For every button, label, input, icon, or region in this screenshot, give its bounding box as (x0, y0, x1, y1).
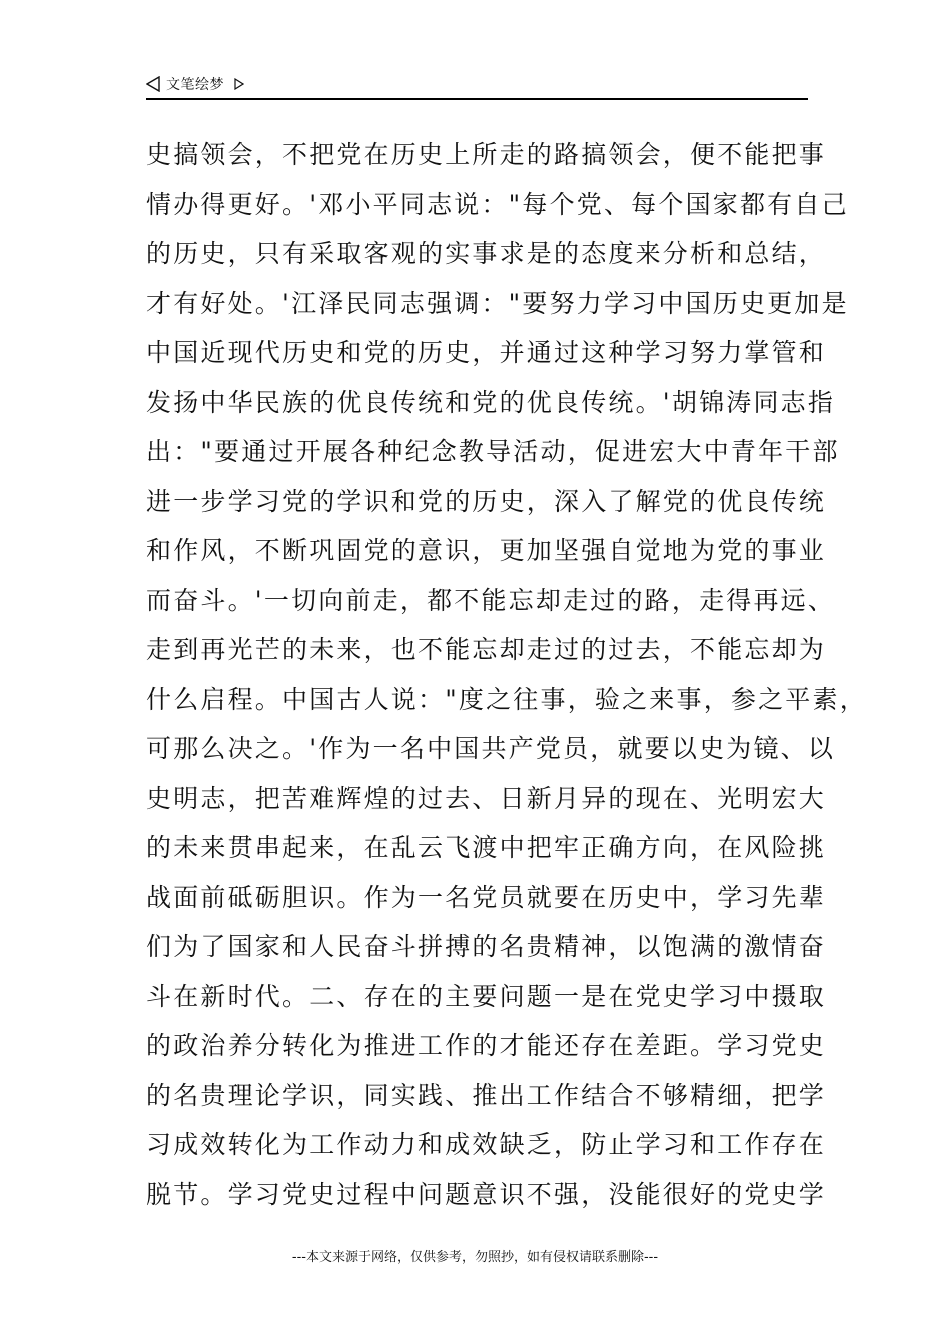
text-line: 和作风，不断巩固党的意识，更加坚强自觉地为党的事业 (146, 536, 827, 565)
text-line: 战面前砥砺胆识。作为一名党员就要在历史中，学习先辈 (146, 882, 827, 912)
text-line: 走到再光芒的未来，也不能忘却走过的过去，不能忘却为 (146, 635, 827, 664)
text-line: 情办得更好。'邓小平同志说："每个党、每个国家都有自己 (146, 189, 849, 219)
text-line: 发扬中华民族的优良传统和党的优良传统。'胡锦涛同志指 (146, 387, 836, 417)
document-body (146, 130, 867, 1219)
text-line: 的未来贯串起来，在乱云飞渡中把牢正确方向，在风险挑 (146, 833, 827, 862)
text-line: 们为了国家和人民奋斗拼搏的名贵精神，以饱满的激情奋 (146, 932, 827, 961)
text-line: 的名贵理论学识，同实践、推出工作结合不够精细，把学 (146, 1080, 827, 1110)
text-line: 而奋斗。'一切向前走，都不能忘却走过的路，走得再远、 (146, 585, 836, 615)
text-line: 史搞领会，不把党在历史上所走的路搞领会，便不能把事 (146, 140, 827, 169)
text-line: 脱节。学习党史过程中问题意识不强，没能很好的党史学 (146, 1179, 827, 1209)
text-line: 中国近现代历史和党的历史，并通过这种学习努力掌管和 (146, 338, 827, 367)
brand-title: 文笔绘梦 (166, 77, 224, 93)
triangle-left-outline-icon (146, 76, 160, 92)
text-line: 出："要通过开展各种纪念教导活动，促进宏大中青年干部 (146, 437, 840, 466)
text-line: 的政治养分转化为推进工作的才能还存在差距。学习党史 (146, 1031, 827, 1060)
text-line: 什么启程。中国古人说："度之往事，验之来事，参之平素， (146, 684, 867, 714)
triangle-right-outline-icon (234, 78, 244, 90)
text-line: 的历史，只有采取客观的实事求是的态度来分析和总结， (146, 239, 827, 268)
page-header (146, 72, 808, 100)
page-footer-disclaimer: ---本文来源于网络，仅供参考，勿照抄，如有侵权请联系删除--- (291, 1250, 659, 1265)
text-line: 才有好处。'江泽民同志强调："要努力学习中国历史更加是 (146, 288, 849, 318)
header-brand-group (146, 74, 244, 94)
text-line: 斗在新时代。二、存在的主要问题一是在党史学习中摄取 (146, 981, 827, 1011)
text-line: 史明志，把苦难辉煌的过去、日新月异的现在、光明宏大 (146, 783, 827, 813)
text-line: 进一步学习党的学识和党的历史，深入了解党的优良传统 (146, 486, 827, 516)
text-line: 可那么决之。'作为一名中国共产党员，就要以史为镜、以 (146, 734, 836, 763)
text-line: 习成效转化为工作动力和成效缺乏，防止学习和工作存在 (146, 1130, 827, 1159)
